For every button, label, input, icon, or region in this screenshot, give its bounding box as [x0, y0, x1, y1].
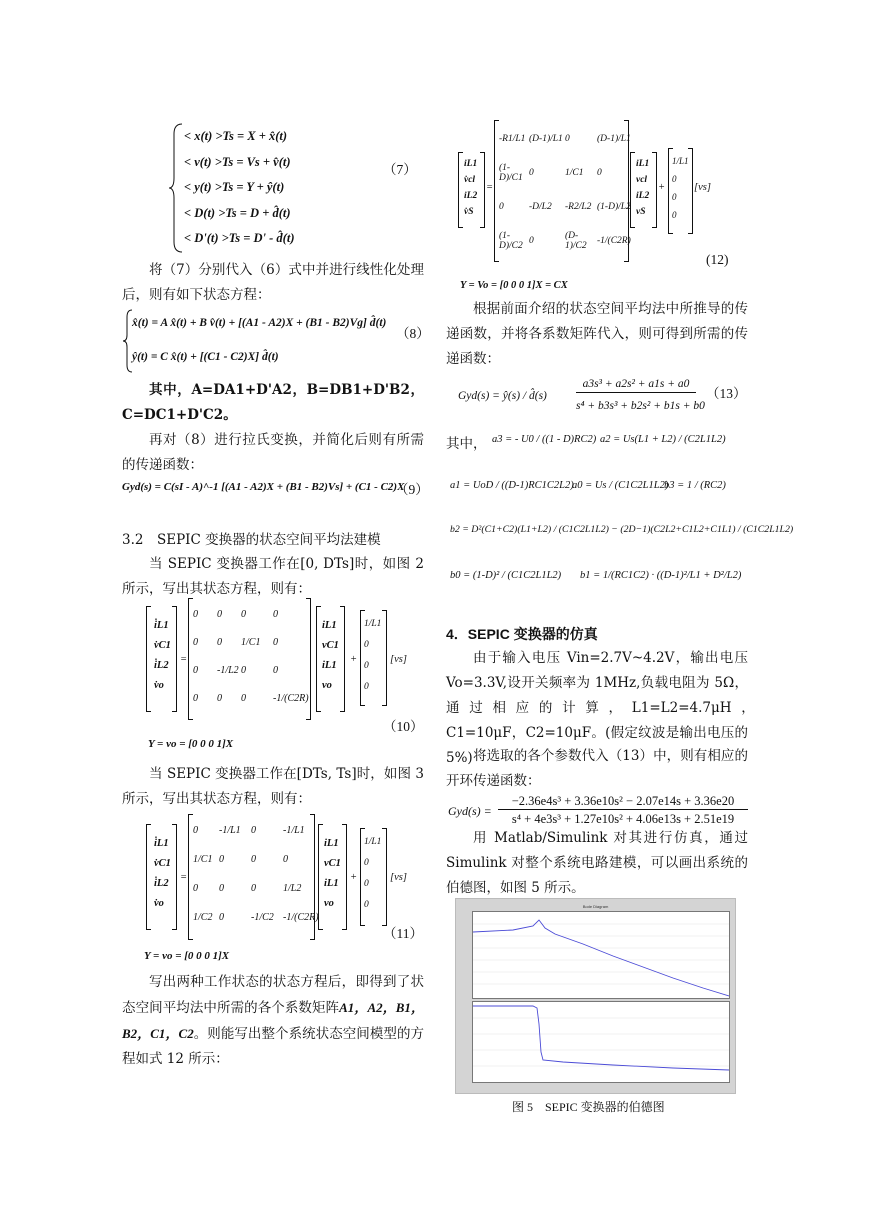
state-derivative: v̇C1 [154, 640, 171, 651]
paragraph: 由于输入电压 Vin=2.7V~4.2V，输出电压 Vo=3.3V,设开关频率为 1MHz,负载电阻为 5Ω，通过相应的计算，L1=L2=4.7μH， C1=10μF，C2=10μF。(假定纹波是输出电压的 5%) [446, 650, 762, 766]
eq8-line-1: x̂(t) = A x̂(t) + B v̂(t) + [(A1 - A2)X + (B1 - B2)Vg] d̂(t) [132, 317, 387, 329]
equation-9: Gyd(s) = C(sI - A)^-1 [(A1 - A2)X + (B1 - B2)Vs] + (C1 - C2)X [122, 481, 405, 493]
eq10-number: （10） [383, 719, 424, 734]
phase-plot [472, 1001, 730, 1083]
eq13-lhs: Gyd(s) = ŷ(s) / d̂(s) [458, 390, 547, 402]
paragraph [122, 970, 424, 1072]
coef-matrix: -R1/L1 (D-1)/L1 0 (D-1)/L1 (1-D)/C1 0 1/C1 0 0 -D/L2 -R2/L2 (1-D)/L2 (1-D)/C2 0 (D-1)/C2 -1/(C2R) [499, 134, 631, 251]
section-heading: 4．SEPIC 变换器的仿真 [446, 626, 598, 642]
eq13-number: （13） [706, 386, 747, 401]
phase-curve [473, 1002, 729, 1082]
input-vector-entry: 0 [364, 900, 369, 910]
state-derivative: v̇C1 [154, 858, 171, 869]
magnitude-plot [472, 911, 730, 999]
eq14-lhs: Gyd(s) = [448, 804, 492, 818]
input-vector-entry: 0 [364, 879, 369, 889]
coef-b2: b2 = D²(C1+C2)(L1+L2) / (C1C2L1L2) − (2D−1)(C2L2+C1L2+C1L1) / (C1C2L1L2) [450, 524, 794, 535]
state-derivative: i̇L1 [154, 620, 169, 631]
equation-11: i̇L1 v̇C1 i̇L2 v̇o = 0 -1/L1 0 -1/L1 1/C1 0 0 0 0 0 0 1/L2 1/C2 0 -1/C2 -1/(C2R) iL1 vC1 iL1 vo + 1/L1 0 0 0 [vs] [146, 814, 426, 942]
equation-10: i̇L1 v̇C1 i̇L2 v̇o = 0 0 0 0 0 0 1/C1 0 0 -1/L2 0 0 0 0 0 -1/(C2R) iL1 vC1 iL1 vo + 1/L1 0 0 0 [vs] [146, 598, 426, 720]
eq14-denominator: s⁴ + 4e3s³ + 1.27e10s² + 4.06e13s + 2.51e19 [511, 812, 735, 826]
input-vector-entry: 0 [364, 858, 369, 868]
eq8-number: （8） [396, 326, 430, 341]
state-var: vC1 [322, 640, 339, 651]
state-var: iL1 [636, 159, 650, 169]
input-vs: [vs] [694, 182, 711, 193]
eq7-line-1: < x(t) >Ts = X + x̂(t) [184, 129, 288, 143]
equation-12: iL1 v̇cl iL2 v̇S = -R1/L1 (D-1)/L1 0 (D-1)/L1 (1-D)/C1 0 1/C1 0 0 -D/L2 -R2/L2 (1-D)/L2 (1-D)/C2 0 (D-1)/C2 -1/(C2R) iL1 vcl iL2 vS + 1/L1 0 0 0 [vs] [458, 120, 748, 270]
paragraph: 再对（8）进行拉氏变换，并简化后则有所需的传递函数： [122, 432, 424, 473]
eq7-line-3: < y(t) >Ts = Y + ŷ(t) [184, 180, 285, 194]
state-var: iL1 [322, 660, 337, 671]
state-var: vo [322, 680, 332, 691]
input-vector-entry: 0 [672, 210, 677, 220]
eq9-number: （9） [395, 482, 429, 497]
paragraph-text: 写出两种工作状态的状态方程后，即得到了状态空间平均法中所需的各个系数矩阵 [122, 974, 424, 1016]
input-vector-entry: 0 [672, 192, 677, 202]
paragraph: 根据前面介绍的状态空间平均法中所推导的传递函数，并将各系数矩阵代入，则可得到所需的传递函数： [446, 301, 748, 367]
eq7-line-2: < v(t) >Ts = Vs + v̂(t) [184, 154, 291, 169]
coef-b3: b3 = 1 / (RC2) [664, 480, 726, 491]
eq11-number: （11） [383, 926, 423, 941]
paragraph-text: 。则能写出整个系统状态空间模型的方程如式 12 所示： [122, 1026, 424, 1067]
equation-13 [458, 378, 748, 422]
state-derivative: v̇o [154, 680, 164, 691]
state-var: iL2 [636, 191, 650, 201]
input-vector-entry: 0 [364, 640, 369, 650]
paragraph: 当 SEPIC 变换器工作在[DTs, Ts]时，如图 3 所示，写出其状态方程，则有： [122, 766, 424, 807]
state-var: iL1 [324, 878, 339, 889]
input-vs: [vs] [390, 654, 407, 665]
eq11-output: Y = vo = [0 0 0 1]X [144, 950, 230, 962]
state-derivative: v̇cl [464, 175, 476, 185]
figure-caption: 图 5 SEPIC 变换器的伯德图 [512, 1100, 665, 1114]
state-var: vo [324, 898, 334, 909]
coef-a2: a2 = Us(L1 + L2) / (C2L1L2) [600, 434, 726, 445]
paragraph: 其中，A=DA1+D'A2，B=DB1+D'B2，C=DC1+D'C2。 [122, 382, 424, 423]
input-vector-entry: 1/L1 [364, 619, 382, 629]
paragraph: 将选取的各个参数代入（13）中，则有相应的开环传递函数： [446, 748, 748, 789]
equation-7 [168, 120, 438, 255]
magnitude-curve [473, 912, 729, 998]
eq13-denominator: s⁴ + b3s³ + b2s² + b1s + b0 [576, 400, 705, 412]
equation-14 [448, 794, 748, 830]
input-vector-entry: 0 [364, 661, 369, 671]
figure-title: Bode Diagram [582, 904, 609, 909]
eq14-numerator: −2.36e4s³ + 3.36e10s² − 2.07e14s + 3.36e20 [498, 794, 748, 810]
state-var: vS [636, 207, 646, 217]
state-derivative: iL2 [464, 191, 478, 201]
eq7-line-5: < D'(t) >Ts = D' - d̂(t) [184, 231, 295, 245]
equation-8 [122, 307, 432, 377]
state-derivative: i̇L2 [154, 660, 169, 671]
coef-intro: 其中， [446, 436, 487, 452]
coef-matrix: 0 -1/L1 0 -1/L1 1/C1 0 0 0 0 0 0 1/L2 1/C2 0 -1/C2 -1/(C2R) [193, 825, 319, 923]
coef-a1: a1 = UoD / ((D-1)RC1C2L2) [450, 480, 574, 491]
paragraph: 用 Matlab/Simulink 对其进行仿真，通过 Simulink 对整个系统电路建模，可以画出系统的伯德图，如图 5 所示。 [446, 830, 748, 896]
section-heading: 3.2 SEPIC 变换器的状态空间平均法建模 [122, 532, 381, 548]
eq7-number: （7） [383, 162, 417, 177]
state-var: vC1 [324, 858, 341, 869]
coef-a0: a0 = Us / (C1C2L1L2) [572, 480, 669, 491]
bode-figure [455, 898, 736, 1094]
coef-matrix: 0 0 0 0 0 0 1/C1 0 0 -1/L2 0 0 0 0 0 -1/(C2R) [193, 608, 309, 704]
input-vector-entry: 0 [672, 174, 677, 184]
paragraph: 当 SEPIC 变换器工作在[0, DTs]时，如图 2 所示，写出其状态方程，则有： [122, 556, 424, 597]
coef-b1: b1 = 1/(RC1C2) · ((D-1)²/L1 + D²/L2) [580, 570, 742, 581]
matrix-list: A1，A2，B1，B2，C1，C2 [122, 1000, 425, 1041]
state-derivative: v̇o [154, 898, 164, 909]
state-var: iL1 [322, 620, 337, 631]
input-vs: [vs] [390, 872, 407, 883]
eq12-output: Y = Vo = [0 0 0 1]X = CX [460, 280, 568, 291]
eq12-number: (12) [706, 252, 729, 267]
input-vector-entry: 1/L1 [364, 837, 382, 847]
eq10-output: Y = vo = [0 0 0 1]X [148, 738, 234, 750]
coef-a3: a3 = - U0 / ((1 - D)RC2) [492, 434, 597, 445]
input-vector-entry: 0 [364, 682, 369, 692]
input-vector-entry: 1/L1 [672, 156, 689, 166]
eq13-numerator: a3s³ + a2s² + a1s + a0 [576, 378, 696, 393]
state-derivative: i̇L1 [154, 838, 169, 849]
state-var: vcl [636, 175, 648, 185]
coef-b0: b0 = (1-D)² / (C1C2L1L2) [450, 570, 562, 581]
eq7-line-4: < D(t) >Ts = D + d̂(t) [184, 205, 291, 220]
state-var: iL1 [324, 838, 339, 849]
state-derivative: v̇S [464, 207, 474, 217]
state-derivative: i̇L2 [154, 878, 169, 889]
paragraph: 将（7）分别代入（6）式中并进行线性化处理后，则有如下状态方程： [122, 262, 424, 303]
eq8-line-2: ŷ(t) = C x̂(t) + [(C1 - C2)X] d̂(t) [132, 351, 279, 363]
state-derivative: iL1 [464, 159, 478, 169]
